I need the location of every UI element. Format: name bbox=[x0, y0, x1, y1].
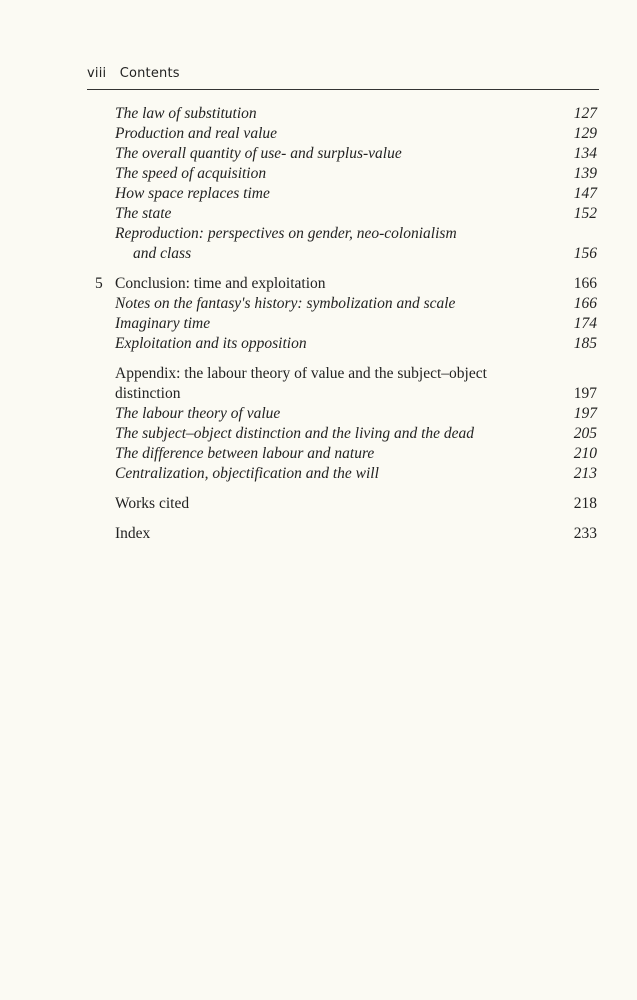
toc-entry-title: Reproduction: perspectives on gender, neo-colonialism bbox=[115, 225, 457, 242]
chapter-number: 5 bbox=[95, 275, 103, 292]
toc-entry-title: The subject–object distinction and the living and the dead bbox=[115, 425, 475, 442]
toc-entry-page: 127 bbox=[573, 105, 597, 122]
toc-entry-title: and class bbox=[133, 245, 192, 262]
appendix-page: 197 bbox=[573, 385, 597, 402]
toc-entry-title: Centralization, objectification and the will bbox=[115, 465, 379, 482]
works-cited-title: Works cited bbox=[115, 495, 190, 512]
toc-entry-page: 210 bbox=[573, 445, 597, 462]
toc-entry-page: 152 bbox=[573, 205, 597, 222]
toc-entry-page: 147 bbox=[573, 185, 597, 202]
chapter-title: Conclusion: time and exploitation bbox=[115, 275, 326, 292]
toc-entry bbox=[95, 164, 597, 184]
toc-entry-page: 156 bbox=[573, 245, 597, 262]
toc-entry-page: 134 bbox=[573, 145, 597, 162]
running-head-title: Contents bbox=[119, 66, 180, 81]
works-cited-page: 218 bbox=[573, 495, 597, 512]
toc-entry-page: 185 bbox=[573, 335, 597, 352]
toc-entry bbox=[95, 104, 597, 124]
toc-entry bbox=[95, 424, 597, 444]
header-rule bbox=[87, 89, 599, 90]
toc-entry bbox=[95, 224, 597, 244]
toc-entry-title: The speed of acquisition bbox=[115, 165, 267, 182]
chapter-page: 166 bbox=[573, 275, 597, 292]
toc-entry-title: Notes on the fantasy's history: symbolization and scale bbox=[115, 295, 456, 312]
appendix-title: Appendix: the labour theory of value and the subject–object bbox=[115, 365, 487, 382]
toc-entry-page: 139 bbox=[573, 165, 597, 182]
toc-works-cited bbox=[95, 494, 597, 514]
toc-entry-title: The labour theory of value bbox=[115, 405, 281, 422]
toc-entry-title: Production and real value bbox=[115, 125, 278, 142]
toc-entry-page: 129 bbox=[573, 125, 597, 142]
toc-entry-title: The overall quantity of use- and surplus-value bbox=[115, 145, 402, 162]
index-page: 233 bbox=[573, 525, 597, 542]
toc-entry bbox=[95, 444, 597, 464]
toc-entry-title: The law of substitution bbox=[115, 105, 257, 122]
toc-entry-continuation bbox=[95, 244, 597, 264]
appendix-title-continuation: distinction bbox=[115, 385, 181, 402]
toc-entry-page: 205 bbox=[573, 425, 597, 442]
table-of-contents bbox=[95, 104, 597, 544]
toc-entry bbox=[95, 404, 597, 424]
index-title: Index bbox=[115, 525, 151, 542]
toc-entry bbox=[95, 184, 597, 204]
toc-entry-title: Exploitation and its opposition bbox=[115, 335, 307, 352]
toc-index bbox=[95, 524, 597, 544]
toc-entry-title: The difference between labour and nature bbox=[115, 445, 375, 462]
toc-entry bbox=[95, 334, 597, 354]
running-head bbox=[87, 66, 180, 81]
toc-entry-page: 166 bbox=[573, 295, 597, 312]
toc-entry-title: The state bbox=[115, 205, 172, 222]
toc-entry bbox=[95, 204, 597, 224]
toc-entry bbox=[95, 314, 597, 334]
toc-entry-title: Imaginary time bbox=[115, 315, 211, 332]
page-folio: viii bbox=[87, 66, 107, 81]
toc-appendix-line1 bbox=[95, 364, 597, 384]
toc-entry bbox=[95, 464, 597, 484]
toc-entry bbox=[95, 144, 597, 164]
toc-chapter bbox=[95, 274, 597, 294]
toc-entry-title: How space replaces time bbox=[115, 185, 270, 202]
toc-entry-page: 213 bbox=[573, 465, 597, 482]
toc-entry bbox=[95, 124, 597, 144]
toc-entry-page: 174 bbox=[573, 315, 597, 332]
toc-entry bbox=[95, 294, 597, 314]
toc-appendix-line2 bbox=[95, 384, 597, 404]
toc-entry-page: 197 bbox=[573, 405, 597, 422]
